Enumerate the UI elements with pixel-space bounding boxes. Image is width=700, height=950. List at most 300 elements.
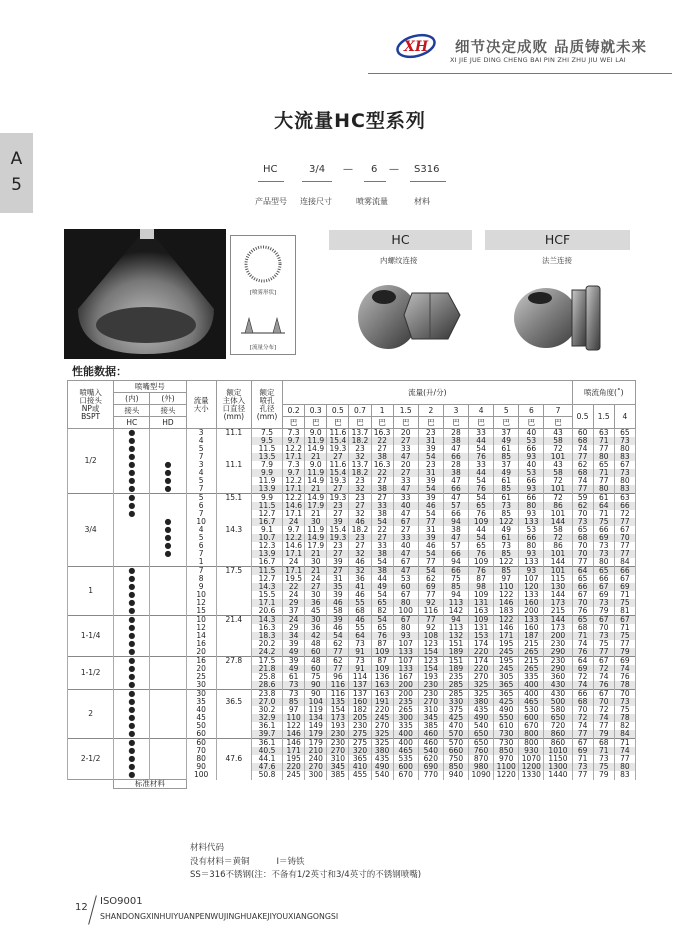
- flow-size: 5: [186, 477, 216, 485]
- hc-available-dot: ●: [114, 477, 150, 485]
- flow-value: 137: [349, 681, 371, 690]
- flow-value: 151: [443, 640, 468, 648]
- connection-size: 1-1/4: [68, 616, 114, 657]
- hc-available-dot: ●: [114, 616, 150, 625]
- flow-value: 27: [371, 494, 393, 503]
- flow-size: 4: [186, 469, 216, 477]
- col-pressure: 1: [371, 405, 393, 417]
- flow-value: 195: [494, 640, 519, 648]
- flow-value: 40: [519, 429, 544, 438]
- flow-value: 68: [349, 607, 371, 616]
- inlet-diameter: [216, 583, 251, 591]
- flow-value: 146: [494, 624, 519, 632]
- inlet-diameter: [216, 445, 251, 453]
- flow-size: 15: [186, 607, 216, 616]
- flow-value: 104: [305, 698, 327, 706]
- inlet-diameter: [216, 502, 251, 510]
- inlet-diameter: [216, 771, 251, 780]
- spray-angle: 65: [593, 461, 614, 469]
- inlet-diameter: [216, 550, 251, 558]
- flow-value: 200: [393, 690, 418, 699]
- flow-size: 5: [186, 534, 216, 542]
- orifice-diameter: 17.1: [251, 599, 282, 607]
- col-model-in-sub: 接头: [114, 405, 150, 417]
- hc-available-dot: ●: [114, 485, 150, 494]
- flow-value: 149: [305, 722, 327, 730]
- flow-value: 77: [418, 558, 443, 567]
- flow-value: 12.2: [283, 445, 305, 453]
- code-dash-1: —: [343, 164, 353, 175]
- flow-value: 31: [418, 469, 443, 477]
- flow-value: 27: [327, 453, 349, 461]
- hd-available-dot: [150, 632, 186, 640]
- spray-angle: 68: [572, 469, 593, 477]
- flow-value: 109: [371, 648, 393, 657]
- flow-value: 73: [494, 502, 519, 510]
- flow-value: 130: [544, 583, 572, 591]
- hc-available-dot: ●: [114, 575, 150, 583]
- col-pressure-unit: 巴: [418, 417, 443, 429]
- flow-value: 53: [519, 526, 544, 534]
- flow-value: 62: [418, 575, 443, 583]
- flow-value: 54: [469, 477, 494, 485]
- flow-value: 66: [443, 550, 468, 558]
- hc-available-dot: ●: [114, 502, 150, 510]
- flow-value: 24: [283, 591, 305, 599]
- col-pressure-unit: 巴: [305, 417, 327, 429]
- spray-angle: 69: [593, 591, 614, 599]
- spray-angle: 71: [593, 747, 614, 755]
- orifice-diameter: 20.2: [251, 640, 282, 648]
- flow-value: 76: [469, 485, 494, 494]
- flow-value: 193: [327, 722, 349, 730]
- col-pressure: 2: [418, 405, 443, 417]
- col-inlet: 喷嘴入 口接头 NP或 BSPT: [68, 381, 114, 429]
- flow-value: 167: [393, 673, 418, 681]
- flow-value: 27: [327, 567, 349, 576]
- orifice-diameter: 32.9: [251, 714, 282, 722]
- flow-value: 54: [418, 567, 443, 576]
- flow-value: 174: [469, 640, 494, 648]
- flow-value: 90: [305, 681, 327, 690]
- flow-value: 23: [349, 477, 371, 485]
- flow-value: 153: [469, 632, 494, 640]
- flow-size: 35: [186, 698, 216, 706]
- flow-value: 425: [443, 714, 468, 722]
- flow-value: 120: [519, 583, 544, 591]
- spray-angle: 73: [593, 632, 614, 640]
- spray-angle: 62: [572, 502, 593, 510]
- spray-angle: 77: [572, 453, 593, 461]
- flow-value: 23: [418, 461, 443, 469]
- flow-value: 14.9: [305, 477, 327, 485]
- flow-value: 75: [443, 575, 468, 583]
- spray-angle: 75: [614, 706, 635, 714]
- flow-value: 12.2: [283, 494, 305, 503]
- flow-value: 650: [469, 739, 494, 748]
- spray-angle: 71: [593, 469, 614, 477]
- code-model: HC: [263, 164, 278, 175]
- hc-available-dot: ●: [114, 591, 150, 599]
- flow-value: 37: [494, 461, 519, 469]
- flow-value: 173: [544, 624, 572, 632]
- flow-size: 4: [186, 526, 216, 534]
- flow-value: 133: [519, 591, 544, 599]
- flow-value: 80: [393, 599, 418, 607]
- flow-value: 230: [418, 690, 443, 699]
- flow-value: 189: [443, 665, 468, 673]
- flow-value: 530: [519, 706, 544, 714]
- flow-value: 11.9: [305, 526, 327, 534]
- flow-value: 116: [327, 681, 349, 690]
- flow-value: 76: [469, 510, 494, 518]
- flow-size: 16: [186, 657, 216, 666]
- flow-value: 38: [371, 567, 393, 576]
- spray-angle: 80: [614, 477, 635, 485]
- flow-value: 490: [494, 706, 519, 714]
- flow-size: 8: [186, 575, 216, 583]
- flow-value: 325: [469, 690, 494, 699]
- inlet-diameter: 11.1: [216, 461, 251, 469]
- flow-value: 144: [544, 518, 572, 526]
- code-flow: 6: [371, 164, 378, 175]
- spray-angle: 68: [593, 739, 614, 748]
- spray-angle: 66: [593, 575, 614, 583]
- hd-available-dot: [150, 567, 186, 576]
- product-hcf-image: [510, 278, 622, 362]
- spray-angle: 70: [572, 550, 593, 558]
- orifice-diameter: 39.7: [251, 730, 282, 739]
- flow-value: 11.9: [305, 437, 327, 445]
- flow-value: 182: [349, 706, 371, 714]
- flow-value: 65: [371, 599, 393, 607]
- flow-value: 460: [418, 730, 443, 739]
- spray-angle: 67: [614, 526, 635, 534]
- flow-value: 27: [371, 477, 393, 485]
- code-underline: [364, 181, 386, 182]
- hd-available-dot: [150, 429, 186, 438]
- hc-available-dot: ●: [114, 469, 150, 477]
- flow-value: 53: [393, 575, 418, 583]
- flow-value: 131: [469, 624, 494, 632]
- flow-size: 6: [186, 502, 216, 510]
- flow-value: 189: [443, 648, 468, 657]
- spray-angle: 83: [614, 485, 635, 494]
- hc-available-dot: ●: [114, 706, 150, 714]
- flow-value: 93: [393, 632, 418, 640]
- flow-value: 101: [544, 567, 572, 576]
- spray-angle: 67: [614, 616, 635, 625]
- hc-available-dot: ●: [114, 657, 150, 666]
- col-pressure: 7: [544, 405, 572, 417]
- flow-value: 133: [519, 616, 544, 625]
- flow-value: 47: [443, 477, 468, 485]
- flow-value: 98: [469, 583, 494, 591]
- col-model: 喷嘴型号: [114, 381, 186, 393]
- flow-value: 133: [393, 648, 418, 657]
- flow-value: 93: [519, 510, 544, 518]
- spray-angle: 62: [572, 461, 593, 469]
- orifice-diameter: 14.3: [251, 616, 282, 625]
- flow-size: 5: [186, 445, 216, 453]
- spray-angle: 74: [572, 445, 593, 453]
- hd-available-dot: [150, 640, 186, 648]
- spray-angle: 74: [572, 640, 593, 648]
- flow-value: 760: [469, 747, 494, 755]
- hc-available-dot: ●: [114, 771, 150, 780]
- flow-value: 66: [443, 453, 468, 461]
- hc-available-dot: ●: [114, 640, 150, 648]
- flow-value: 270: [418, 698, 443, 706]
- flow-value: 14.9: [305, 494, 327, 503]
- spray-angle: 71: [593, 437, 614, 445]
- flow-value: 90: [305, 690, 327, 699]
- spray-angle: 69: [614, 657, 635, 666]
- flow-value: 21: [305, 510, 327, 518]
- flow-size: 12: [186, 599, 216, 607]
- flow-value: 94: [443, 616, 468, 625]
- flow-size: 4: [186, 437, 216, 445]
- flow-value: 24: [283, 518, 305, 526]
- col-pressure: 1.5: [393, 405, 418, 417]
- flow-value: 660: [443, 747, 468, 755]
- orifice-diameter: 13.9: [251, 550, 282, 558]
- material-code-line2: SS＝316不锈钢(注：不备有1/2英寸和3/4英寸的不锈钢喷嘴): [190, 870, 422, 880]
- flow-value: 36: [349, 575, 371, 583]
- spray-angle: 74: [614, 747, 635, 755]
- flow-value: 134: [305, 714, 327, 722]
- spray-angle: 79: [593, 730, 614, 739]
- spray-angle: 71: [614, 624, 635, 632]
- spray-angle: 77: [593, 477, 614, 485]
- spray-angle: 80: [593, 485, 614, 494]
- flow-value: 230: [327, 730, 349, 739]
- hd-available-dot: [150, 698, 186, 706]
- col-pressure: 3: [443, 405, 468, 417]
- flow-value: 1300: [544, 763, 572, 771]
- flow-value: 21: [305, 550, 327, 558]
- flow-value: 66: [519, 494, 544, 503]
- flow-value: 245: [494, 665, 519, 673]
- hc-available-dot: ●: [114, 461, 150, 469]
- spray-angle: 67: [593, 616, 614, 625]
- spray-angle: 69: [593, 534, 614, 542]
- hc-available-dot: ●: [114, 673, 150, 681]
- inlet-diameter: 21.4: [216, 616, 251, 625]
- col-pressure: 6: [519, 405, 544, 417]
- flow-value: 54: [418, 453, 443, 461]
- flow-value: 54: [327, 632, 349, 640]
- spray-angle: 73: [614, 698, 635, 706]
- inlet-diameter: [216, 469, 251, 477]
- orifice-diameter: 30.2: [251, 706, 282, 714]
- hd-available-dot: [150, 607, 186, 616]
- flow-value: 55: [349, 624, 371, 632]
- flow-value: 35: [327, 583, 349, 591]
- flow-value: 22: [371, 437, 393, 445]
- flow-value: 330: [443, 698, 468, 706]
- flow-value: 600: [519, 714, 544, 722]
- orifice-diameter: 13.5: [251, 453, 282, 461]
- flow-value: 670: [393, 771, 418, 780]
- hc-available-dot: ●: [114, 583, 150, 591]
- flow-value: 200: [519, 607, 544, 616]
- flow-value: 400: [519, 681, 544, 690]
- spray-angle: 71: [614, 739, 635, 748]
- flow-value: 570: [443, 730, 468, 739]
- flow-value: 116: [327, 690, 349, 699]
- flow-value: 610: [494, 722, 519, 730]
- flow-value: 310: [327, 755, 349, 763]
- flow-size: 9: [186, 583, 216, 591]
- inlet-diameter: 47.6: [216, 755, 251, 763]
- flow-value: 32: [349, 510, 371, 518]
- orifice-diameter: 12.3: [251, 542, 282, 550]
- flow-size: 10: [186, 591, 216, 599]
- flow-value: 65: [469, 542, 494, 550]
- flow-value: 30: [305, 616, 327, 625]
- flow-value: 144: [544, 591, 572, 599]
- flow-value: 93: [519, 567, 544, 576]
- flow-value: 230: [349, 722, 371, 730]
- side-tab-letter: A: [10, 149, 23, 169]
- flow-value: 410: [349, 763, 371, 771]
- spray-angle: 65: [593, 567, 614, 576]
- flow-value: 9.0: [305, 461, 327, 469]
- flow-value: 101: [544, 550, 572, 558]
- flow-size: 7: [186, 510, 216, 518]
- orifice-diameter: 16.7: [251, 558, 282, 567]
- flow-value: 123: [418, 640, 443, 648]
- col-hc: HC: [114, 417, 150, 429]
- flow-value: 235: [393, 698, 418, 706]
- flow-size: 20: [186, 648, 216, 657]
- hd-available-dot: [150, 730, 186, 739]
- material-code-title: 材料代码: [190, 843, 225, 853]
- flow-value: 171: [283, 747, 305, 755]
- flow-value: 33: [371, 542, 393, 550]
- spray-angle: 77: [614, 640, 635, 648]
- flow-value: 110: [283, 714, 305, 722]
- flow-value: 850: [443, 763, 468, 771]
- flow-size: 6: [186, 542, 216, 550]
- flow-value: 15.4: [327, 437, 349, 445]
- flow-value: 27: [371, 534, 393, 542]
- flow-value: 92: [418, 624, 443, 632]
- col-size: 流量 大小: [186, 381, 216, 429]
- flow-value: 32: [349, 567, 371, 576]
- flow-value: 21: [305, 485, 327, 494]
- flow-value: 1010: [544, 747, 572, 755]
- flow-size: 40: [186, 706, 216, 714]
- col-pressure: 0.3: [305, 405, 327, 417]
- inlet-diameter: [216, 730, 251, 739]
- inlet-diameter: [216, 640, 251, 648]
- spray-angle: 76: [572, 607, 593, 616]
- flow-value: 62: [327, 640, 349, 648]
- hc-available-dot: ●: [114, 763, 150, 771]
- flow-value: 122: [283, 722, 305, 730]
- spray-angle: 72: [614, 510, 635, 518]
- hd-available-dot: ●: [150, 550, 186, 558]
- spray-angle: 78: [614, 714, 635, 722]
- col-pressure: 5: [494, 405, 519, 417]
- code-size: 3/4: [309, 164, 326, 175]
- flow-value: 19.3: [327, 494, 349, 503]
- flow-value: 300: [393, 714, 418, 722]
- flow-value: 20: [393, 461, 418, 469]
- hd-available-dot: [150, 624, 186, 632]
- hd-available-dot: [150, 665, 186, 673]
- flow-value: 77: [418, 518, 443, 526]
- inlet-diameter: 27.8: [216, 657, 251, 666]
- hc-available-dot: ●: [114, 755, 150, 763]
- svg-text:XH: XH: [403, 39, 429, 55]
- flow-value: 27: [393, 469, 418, 477]
- flow-value: 27: [327, 510, 349, 518]
- hc-available-dot: ●: [114, 648, 150, 657]
- flow-value: 220: [371, 706, 393, 714]
- flow-value: 265: [519, 648, 544, 657]
- flow-value: 38: [371, 510, 393, 518]
- flow-value: 305: [494, 673, 519, 681]
- flow-value: 101: [544, 485, 572, 494]
- code-material: S316: [414, 164, 440, 175]
- flow-value: 19.3: [327, 445, 349, 453]
- flow-value: 23: [349, 494, 371, 503]
- orifice-diameter: 9.9: [251, 469, 282, 477]
- flow-value: 116: [418, 607, 443, 616]
- flow-value: 380: [371, 747, 393, 755]
- flow-value: 230: [327, 739, 349, 748]
- flow-value: 65: [371, 624, 393, 632]
- flow-value: 93: [519, 485, 544, 494]
- flow-value: 80: [393, 624, 418, 632]
- flow-size: 60: [186, 730, 216, 739]
- spray-angle: 80: [593, 453, 614, 461]
- hd-available-dot: [150, 599, 186, 607]
- orifice-diameter: 18.3: [251, 632, 282, 640]
- spray-angle: 67: [593, 690, 614, 699]
- connection-size: 1-1/2: [68, 657, 114, 690]
- spray-angle: 69: [572, 665, 593, 673]
- flow-value: 465: [519, 698, 544, 706]
- flow-value: 93: [519, 550, 544, 558]
- spray-photo: [64, 229, 226, 359]
- flow-value: 18.2: [349, 437, 371, 445]
- flow-value: 109: [469, 518, 494, 526]
- hd-available-dot: [150, 755, 186, 763]
- flow-value: 31: [418, 526, 443, 534]
- flow-value: 230: [544, 640, 572, 648]
- hd-available-dot: [150, 657, 186, 666]
- spray-angle: 67: [614, 461, 635, 469]
- hc-available-dot: ●: [114, 747, 150, 755]
- flow-value: 39: [327, 616, 349, 625]
- flow-value: 65: [469, 502, 494, 510]
- page-title: 大流量HC型系列: [274, 110, 426, 132]
- col-pressure: 4: [469, 405, 494, 417]
- flow-value: 66: [519, 477, 544, 485]
- flow-value: 33: [371, 502, 393, 510]
- flow-value: 179: [305, 730, 327, 739]
- flow-size: 16: [186, 640, 216, 648]
- orifice-diameter: 28.6: [251, 681, 282, 690]
- flow-value: 430: [544, 690, 572, 699]
- flow-value: 27: [349, 542, 371, 550]
- flow-value: 160: [349, 698, 371, 706]
- flow-value: 173: [544, 599, 572, 607]
